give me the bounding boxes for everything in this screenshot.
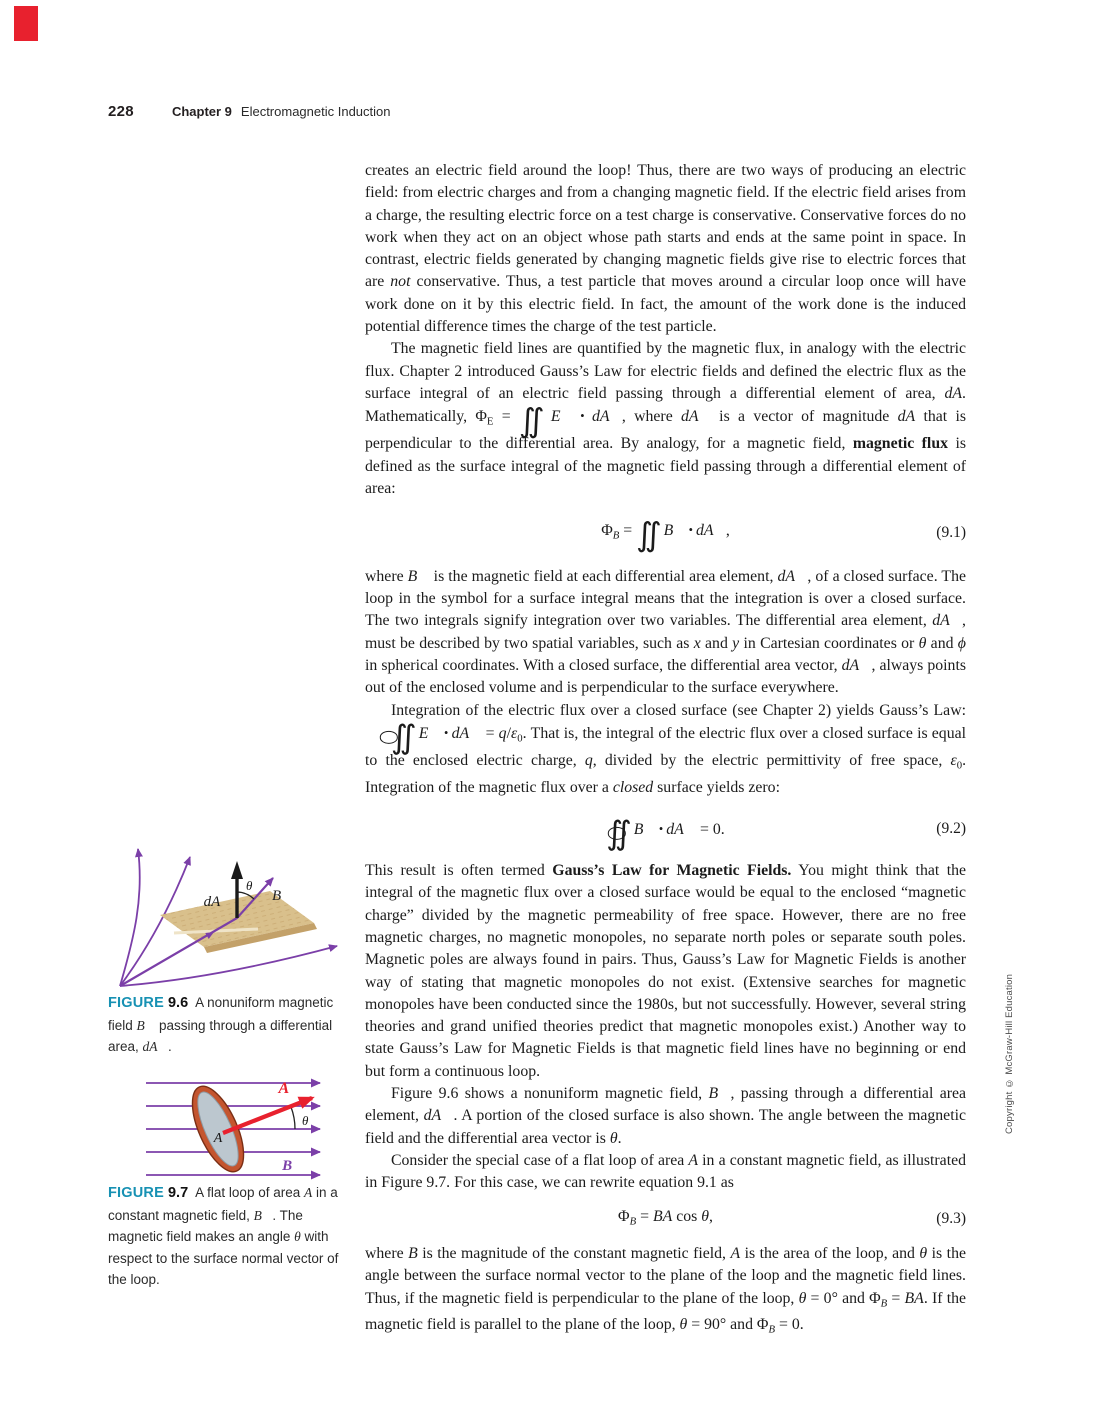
equation-body: $\Phi_B$ = BA cos θ,	[618, 1207, 713, 1227]
equation-body: $\Phi_B$ = ∬ B⃗ • dA⃗,	[601, 515, 730, 554]
label-theta: θ	[246, 878, 253, 893]
copyright-notice: Copyright © McGraw-Hill Education	[1004, 973, 1015, 1134]
paragraph: Figure 9.6 shows a nonuniform magnetic field, B⃗, passing through a differential area element, dA⃗. A portion of the closed surface is also shown. The angle between the magnetic field and the differential area vector is θ.	[365, 1085, 966, 1147]
paragraph: creates an electric field around the loop! Thus, there are two ways of producing an electric field: from electric charges and from a changing magnetic field. If the electric field arises from a charge, the resulting electric force on a test charge is conservative. Conservative forces do no work when they act on an object whose path starts and ends at the same point in space. In contrast, electric fields generated by changing magnetic fields give rise to electric forces that are not conservative. Thus, a test particle that moves around a circular loop once will have work done on it by this electric field. In fact, the amount of the work done is the induced potential difference times the charge of the test particle.	[365, 162, 967, 336]
caption-text: A nonuniform magnetic field B⃗ passing through a differential area, dA⃗.	[108, 995, 334, 1054]
figure-9-7-image	[140, 1066, 340, 1181]
paragraph: This result is often termed Gauss’s Law for Magnetic Fields. You might think that the integral of the magnetic flux over a closed surface would be equal to the enclosed “magnetic charge” divided by the magnetic permeability of free space. However, there are no free magnetic charges, no magnetic monopoles, no separate north poles or separate south poles. Magnetic poles are always found in pairs. Thus, Gauss’s Law for Magnetic Fields is another way of stating that magnetic monopoles do not exist. (Extensive searches for magnetic monopoles have been conducted since the 1980s, but not successfully. However, several string theories and grand unified theories predict that magnetic monopoles exist.) Another way to state Gauss’s Law for Magnetic Fields is that magnetic field lines have no beginning or end but form a continuous loop.	[365, 862, 966, 1080]
label-dA: dA⃗	[203, 894, 232, 910]
equation-number: (9.1)	[936, 523, 966, 541]
arrowhead	[231, 861, 243, 879]
caption-text: A flat loop of area A in a constant magnetic field, B⃗. The magnetic field makes an angle θ with respect to the surface normal vector of the loop.	[108, 1185, 339, 1287]
field-line	[120, 849, 140, 986]
red-corner-marker	[14, 6, 38, 41]
angle-arc	[291, 1107, 295, 1129]
area-vector-arrow	[223, 1098, 312, 1133]
paragraph: The magnetic field lines are quantified by the magnetic flux, in analogy with the electric flux. Chapter 2 introduced Gauss’s Law for electric fields and defined the electric flux as the surface integral of an electric field passing through a differential element of area, dA. Mathematically, $\Phi_E$ = ∬ E⃗ • dA⃗, where dA⃗ is a vector of magnitude dA that is perpendicular to the differential area. By analogy, for a magnetic field, magnetic flux is defined as the surface integral of the magnetic field passing through a differential element of area:	[365, 340, 967, 497]
figure-label: FIGURE	[108, 1185, 164, 1201]
equation-body: ∬ B⃗ • dA⃗ = 0.	[606, 814, 725, 853]
equation-number: (9.2)	[936, 820, 966, 838]
figure-9-6-caption	[108, 992, 344, 1058]
equation-9-2	[365, 806, 966, 853]
label-A: A	[213, 1131, 223, 1146]
label-theta: θ	[302, 1113, 309, 1128]
figure-label: FIGURE	[108, 995, 164, 1011]
figure-9-6-image	[112, 843, 364, 991]
body-text-column	[365, 160, 966, 1341]
label-B: B⃗	[272, 888, 293, 904]
paragraph: where B is the magnitude of the constant magnetic field, A is the area of the loop, and θ is the angle between the surface normal vector to the plane of the loop and the magnetic field lines. Thus, if the magnetic field is perpendicular to the plane of the loop, θ = 0° and $\Phi_B$ = BA. If the magnetic field is parallel to the plane of the loop, θ = 90° and $\Phi_B = 0$.	[365, 1244, 966, 1336]
page-header	[108, 103, 391, 120]
equation-number: (9.3)	[936, 1209, 966, 1227]
equation-9-1	[365, 507, 966, 559]
equation-9-3	[365, 1202, 966, 1236]
figure-number: 9.6	[167, 995, 189, 1011]
figure-number: 9.7	[167, 1185, 189, 1201]
figure-9-7-caption	[108, 1182, 350, 1291]
paragraph: Integration of the electric flux over a closed surface (see Chapter 2) yields Gauss’s Law: ∬ E⃗ • dA⃗ = $q/\varepsilon_0$. That is, the integral of the electric flux over a closed surface is equal to the enclosed electric charge, q, divided by the electric permittivity of free space, $\varepsilon_0$. Integration of the magnetic flux over a closed surface yields zero:	[365, 701, 967, 796]
page-number: 228	[108, 103, 134, 120]
chapter-label: Chapter 9	[171, 104, 232, 119]
label-A-vector: A⃗	[278, 1080, 302, 1097]
paragraph: Consider the special case of a flat loop of area A in a constant magnetic field, as illustrated in Figure 9.7. For this case, we can rewrite equation 9.1 as	[365, 1151, 966, 1192]
paragraph: where B⃗ is the magnetic field at each differential area element, dA⃗, of a closed surface. The loop in the symbol for a surface integral means that the integration is over a closed surface. The two integrals signify integration over two variables. The differential area element, dA⃗, must be described by two spatial variables, such as x and y in Cartesian coordinates or θ and ϕ in spherical coordinates. With a closed surface, the differential area vector, dA⃗, always points out of the enclosed volume and is perpendicular to the surface everywhere.	[365, 567, 966, 697]
label-B: B⃗	[282, 1158, 304, 1174]
chapter-title: Electromagnetic Induction	[240, 104, 391, 119]
